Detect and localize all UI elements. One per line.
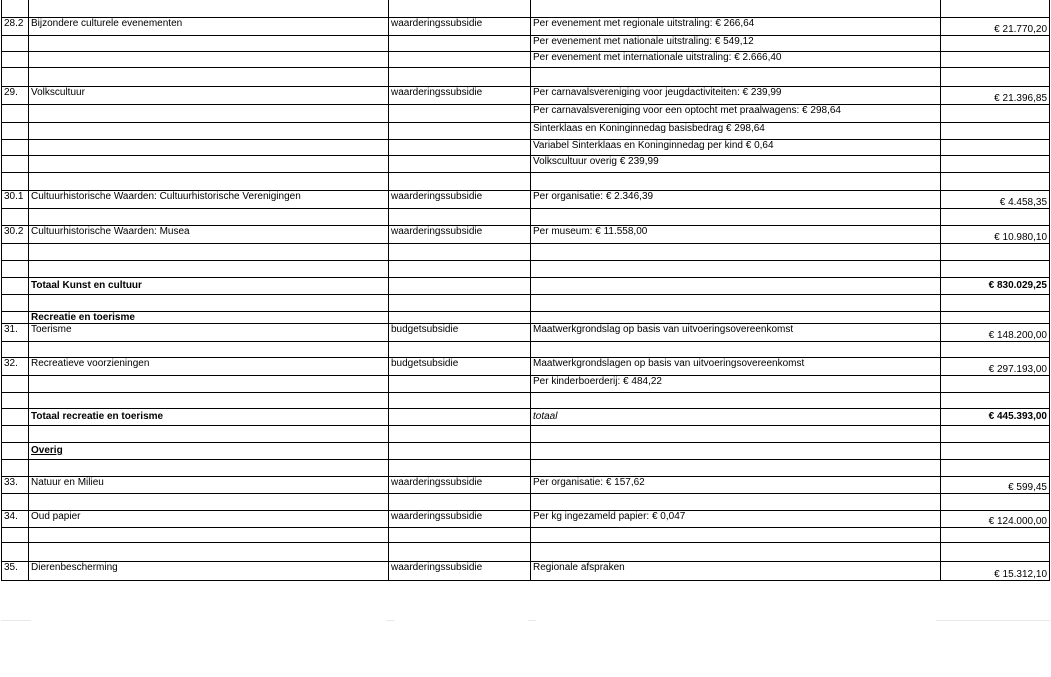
table-row: [2, 493, 1050, 510]
row-number-cell: 30.2: [2, 225, 29, 243]
subsidy-type-cell: budgetsubsidie: [389, 357, 531, 375]
amount-cell: € 10.980,10: [941, 225, 1050, 243]
amount-cell: [941, 493, 1050, 510]
item-name-cell: Toerisme: [29, 323, 389, 341]
calculation-basis-cell: [531, 459, 941, 476]
table-row: [2, 425, 1050, 442]
row-number-cell: [2, 104, 29, 122]
calculation-basis-cell: [531, 527, 941, 542]
row-number-cell: 35.: [2, 561, 29, 580]
item-name-cell: Oud papier: [29, 510, 389, 527]
item-name-cell: [29, 139, 389, 155]
item-name-cell: [29, 294, 389, 311]
table-row: [2, 476, 1050, 493]
row-number-cell: [2, 155, 29, 172]
subsidy-type-cell: [389, 104, 531, 122]
table-row: [2, 527, 1050, 542]
amount-cell: € 4.458,35: [941, 190, 1050, 208]
row-number-cell: [2, 277, 29, 294]
subsidy-type-cell: budgetsubsidie: [389, 323, 531, 341]
subsidy-type-cell: [389, 527, 531, 542]
table-row: [2, 17, 1050, 35]
table-row: [2, 35, 1050, 51]
amount-cell: [941, 243, 1050, 260]
subsidy-type-cell: waarderingssubsidie: [389, 561, 531, 580]
row-number-cell: 30.1: [2, 190, 29, 208]
subsidy-type-cell: [389, 341, 531, 357]
item-name-cell: Recreatie en toerisme: [29, 311, 389, 323]
amount-cell: [941, 260, 1050, 277]
row-number-cell: 28.2: [2, 17, 29, 35]
item-name-cell: [29, 67, 389, 86]
subsidy-table-body: [2, 0, 1050, 580]
row-number-cell: [2, 51, 29, 67]
amount-cell: € 124.000,00: [941, 510, 1050, 527]
row-number-cell: [2, 294, 29, 311]
subsidy-type-cell: [389, 51, 531, 67]
row-number-cell: [2, 341, 29, 357]
item-name-cell: Bijzondere culturele evenementen: [29, 17, 389, 35]
calculation-basis-cell: [531, 542, 941, 561]
calculation-basis-cell: [531, 311, 941, 323]
page-break-segment: [528, 620, 536, 621]
subsidy-type-cell: [389, 311, 531, 323]
amount-cell: € 15.312,10: [941, 561, 1050, 580]
item-name-cell: [29, 542, 389, 561]
calculation-basis-cell: [531, 392, 941, 408]
calculation-basis-cell: [531, 493, 941, 510]
amount-cell: [941, 294, 1050, 311]
subsidy-type-cell: [389, 392, 531, 408]
calculation-basis-cell: Per carnavalsvereniging voor jeugdactiviteiten: € 239,99: [531, 86, 941, 104]
row-number-cell: [2, 208, 29, 225]
subsidy-type-cell: [389, 260, 531, 277]
subsidy-type-cell: [389, 139, 531, 155]
table-row: [2, 357, 1050, 375]
subsidy-type-cell: [389, 0, 531, 17]
amount-cell: [941, 425, 1050, 442]
item-name-cell: [29, 104, 389, 122]
calculation-basis-cell: Per organisatie: € 2.346,39: [531, 190, 941, 208]
row-number-cell: [2, 527, 29, 542]
table-row: [2, 243, 1050, 260]
item-name-cell: Volkscultuur: [29, 86, 389, 104]
item-name-cell: [29, 493, 389, 510]
table-row: [2, 311, 1050, 323]
item-name-cell: [29, 260, 389, 277]
table-row: [2, 323, 1050, 341]
subsidy-type-cell: [389, 208, 531, 225]
amount-cell: [941, 139, 1050, 155]
table-row: [2, 155, 1050, 172]
table-row: [2, 172, 1050, 190]
calculation-basis-cell: [531, 67, 941, 86]
item-name-cell: [29, 243, 389, 260]
item-name-cell: Recreatieve voorzieningen: [29, 357, 389, 375]
subsidy-type-cell: waarderingssubsidie: [389, 86, 531, 104]
item-name-cell: [29, 208, 389, 225]
calculation-basis-cell: [531, 243, 941, 260]
table-row: [2, 139, 1050, 155]
item-name-cell: Overig: [29, 442, 389, 459]
row-number-cell: [2, 243, 29, 260]
calculation-basis-cell: Per kg ingezameld papier: € 0,047: [531, 510, 941, 527]
row-number-cell: [2, 392, 29, 408]
item-name-cell: [29, 375, 389, 392]
subsidy-type-cell: [389, 442, 531, 459]
calculation-basis-cell: Maatwerkgrondslagen op basis van uitvoeringsovereenkomst: [531, 357, 941, 375]
item-name-cell: Natuur en Milieu: [29, 476, 389, 493]
calculation-basis-cell: totaal: [531, 408, 941, 425]
item-name-cell: Dierenbescherming: [29, 561, 389, 580]
table-row: [2, 459, 1050, 476]
table-row: [2, 408, 1050, 425]
table-row: [2, 0, 1050, 17]
calculation-basis-cell: Volkscultuur overig € 239,99: [531, 155, 941, 172]
page-break-segment: [936, 620, 1050, 621]
page-break-segment: [386, 620, 394, 621]
item-name-cell: [29, 459, 389, 476]
row-number-cell: 31.: [2, 323, 29, 341]
calculation-basis-cell: Per organisatie: € 157,62: [531, 476, 941, 493]
subsidy-type-cell: [389, 122, 531, 139]
table-row: [2, 104, 1050, 122]
subsidy-type-cell: [389, 459, 531, 476]
amount-cell: [941, 172, 1050, 190]
calculation-basis-cell: Per evenement met nationale uitstraling: € 549,12: [531, 35, 941, 51]
amount-cell: [941, 155, 1050, 172]
calculation-basis-cell: Per kinderboerderij: € 484,22: [531, 375, 941, 392]
amount-cell: [941, 208, 1050, 225]
row-number-cell: [2, 139, 29, 155]
amount-cell: [941, 442, 1050, 459]
item-name-cell: [29, 425, 389, 442]
row-number-cell: [2, 172, 29, 190]
row-number-cell: [2, 459, 29, 476]
item-name-cell: [29, 155, 389, 172]
amount-cell: [941, 51, 1050, 67]
row-number-cell: [2, 311, 29, 323]
subsidy-type-cell: waarderingssubsidie: [389, 225, 531, 243]
amount-cell: [941, 67, 1050, 86]
subsidy-type-cell: [389, 172, 531, 190]
subsidy-type-cell: [389, 294, 531, 311]
subsidy-type-cell: [389, 35, 531, 51]
amount-cell: € 830.029,25: [941, 277, 1050, 294]
calculation-basis-cell: Per carnavalsvereniging voor een optocht met praalwagens: € 298,64: [531, 104, 941, 122]
amount-cell: [941, 375, 1050, 392]
subsidy-type-cell: [389, 277, 531, 294]
table-row: [2, 190, 1050, 208]
row-number-cell: [2, 35, 29, 51]
subsidy-type-cell: [389, 425, 531, 442]
table-row: [2, 277, 1050, 294]
calculation-basis-cell: Per evenement met internationale uitstraling: € 2.666,40: [531, 51, 941, 67]
table-row: [2, 561, 1050, 580]
row-number-cell: 32.: [2, 357, 29, 375]
item-name-cell: Totaal recreatie en toerisme: [29, 408, 389, 425]
table-row: [2, 225, 1050, 243]
item-name-cell: [29, 172, 389, 190]
page-break-segment: [1, 620, 31, 621]
amount-cell: € 21.396,85: [941, 86, 1050, 104]
row-number-cell: [2, 542, 29, 561]
item-name-cell: [29, 341, 389, 357]
subsidy-type-cell: [389, 243, 531, 260]
item-name-cell: [29, 0, 389, 17]
item-name-cell: [29, 527, 389, 542]
calculation-basis-cell: Regionale afspraken: [531, 561, 941, 580]
amount-cell: [941, 311, 1050, 323]
table-row: [2, 294, 1050, 311]
calculation-basis-cell: Per evenement met regionale uitstraling: € 266,64: [531, 17, 941, 35]
table-row: [2, 341, 1050, 357]
subsidy-type-cell: waarderingssubsidie: [389, 17, 531, 35]
subsidy-type-cell: waarderingssubsidie: [389, 510, 531, 527]
table-row: [2, 260, 1050, 277]
table-row: [2, 86, 1050, 104]
row-number-cell: [2, 425, 29, 442]
row-number-cell: [2, 493, 29, 510]
amount-cell: € 297.193,00: [941, 357, 1050, 375]
amount-cell: [941, 542, 1050, 561]
amount-cell: € 21.770,20: [941, 17, 1050, 35]
item-name-cell: Cultuurhistorische Waarden: Cultuurhistorische Verenigingen: [29, 190, 389, 208]
item-name-cell: [29, 35, 389, 51]
item-name-cell: [29, 392, 389, 408]
amount-cell: [941, 122, 1050, 139]
row-number-cell: [2, 67, 29, 86]
row-number-cell: [2, 408, 29, 425]
calculation-basis-cell: Variabel Sinterklaas en Koninginnedag per kind € 0,64: [531, 139, 941, 155]
table-row: [2, 208, 1050, 225]
subsidy-type-cell: [389, 67, 531, 86]
calculation-basis-cell: [531, 208, 941, 225]
calculation-basis-cell: Per museum: € 11.558,00: [531, 225, 941, 243]
amount-cell: [941, 341, 1050, 357]
item-name-cell: Cultuurhistorische Waarden: Musea: [29, 225, 389, 243]
row-number-cell: [2, 0, 29, 17]
subsidy-type-cell: waarderingssubsidie: [389, 476, 531, 493]
calculation-basis-cell: Maatwerkgrondslag op basis van uitvoeringsovereenkomst: [531, 323, 941, 341]
table-row: [2, 122, 1050, 139]
calculation-basis-cell: [531, 0, 941, 17]
table-row: [2, 542, 1050, 561]
amount-cell: [941, 0, 1050, 17]
amount-cell: € 599,45: [941, 476, 1050, 493]
calculation-basis-cell: Sinterklaas en Koninginnedag basisbedrag € 298,64: [531, 122, 941, 139]
calculation-basis-cell: [531, 341, 941, 357]
table-row: [2, 51, 1050, 67]
calculation-basis-cell: [531, 442, 941, 459]
amount-cell: [941, 459, 1050, 476]
calculation-basis-cell: [531, 294, 941, 311]
item-name-cell: [29, 51, 389, 67]
amount-cell: € 148.200,00: [941, 323, 1050, 341]
item-name-cell: Totaal Kunst en cultuur: [29, 277, 389, 294]
item-name-cell: [29, 122, 389, 139]
table-row: [2, 67, 1050, 86]
calculation-basis-cell: [531, 260, 941, 277]
subsidy-table: [1, 0, 1050, 581]
row-number-cell: [2, 260, 29, 277]
subsidy-type-cell: [389, 408, 531, 425]
table-row: [2, 442, 1050, 459]
table-row: [2, 392, 1050, 408]
row-number-cell: 33.: [2, 476, 29, 493]
amount-cell: [941, 104, 1050, 122]
table-row: [2, 375, 1050, 392]
page-break-line: [1, 620, 1050, 621]
subsidy-type-cell: [389, 493, 531, 510]
amount-cell: € 445.393,00: [941, 408, 1050, 425]
subsidy-type-cell: [389, 155, 531, 172]
calculation-basis-cell: [531, 425, 941, 442]
row-number-cell: [2, 375, 29, 392]
row-number-cell: [2, 442, 29, 459]
row-number-cell: [2, 122, 29, 139]
amount-cell: [941, 392, 1050, 408]
table-row: [2, 510, 1050, 527]
row-number-cell: 34.: [2, 510, 29, 527]
amount-cell: [941, 527, 1050, 542]
calculation-basis-cell: [531, 172, 941, 190]
row-number-cell: 29.: [2, 86, 29, 104]
subsidy-type-cell: [389, 542, 531, 561]
subsidy-type-cell: waarderingssubsidie: [389, 190, 531, 208]
subsidy-type-cell: [389, 375, 531, 392]
amount-cell: [941, 35, 1050, 51]
calculation-basis-cell: [531, 277, 941, 294]
